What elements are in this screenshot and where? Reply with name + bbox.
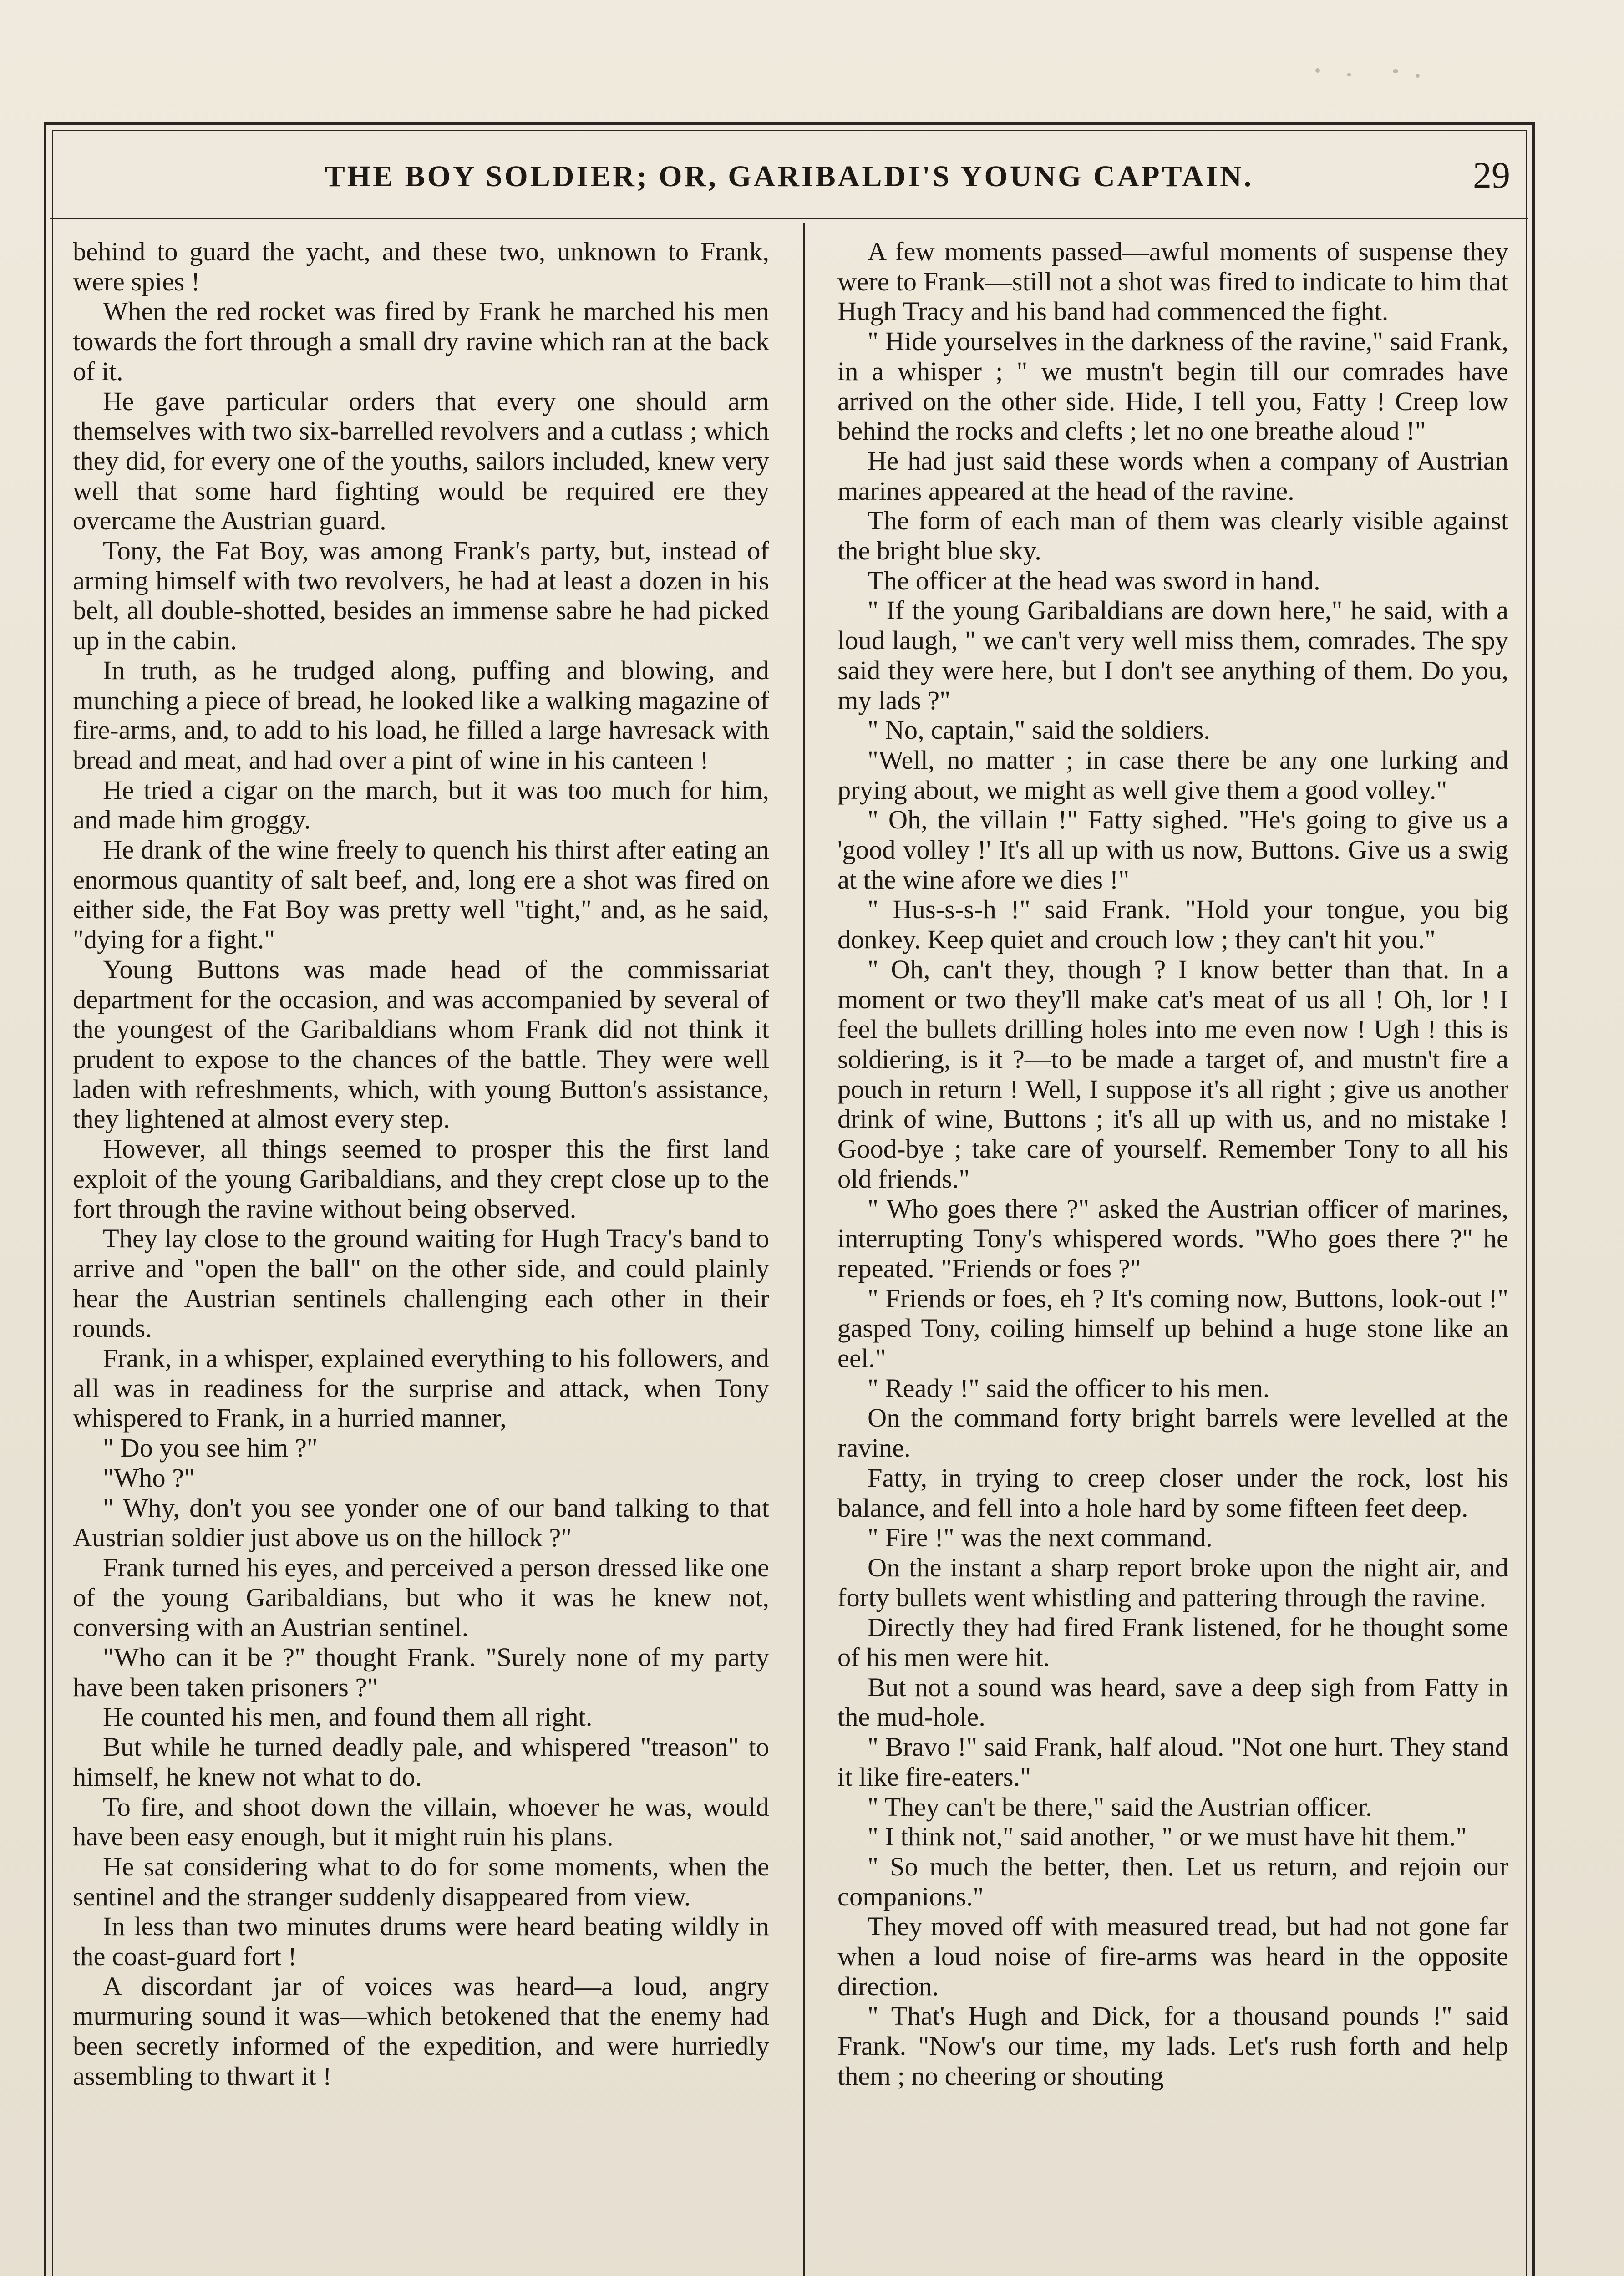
paragraph: He gave particular orders that every one should arm themselves with two six-barrelled revolvers and a cutlass ; which they did, for every one of the youths, sailors included, knew very well that some hard fighting would be required ere they overcame the Austrian guard. [73, 386, 769, 536]
paragraph: A few moments passed—awful moments of suspense they were to Frank—still not a shot was fired to indicate to him that Hugh Tracy and his band had commenced the fight. [837, 237, 1508, 326]
paragraph: " Hide yourselves in the darkness of the ravine," said Frank, in a whisper ; " we mustn't begin till our comrades have arrived on the other side. Hide, I tell you, Fatty ! Creep low behind the rocks and clefts ; let no one breathe aloud !" [837, 326, 1508, 446]
paragraph: He had just said these words when a company of Austrian marines appeared at the head of the ravine. [837, 446, 1508, 506]
paragraph: In less than two minutes drums were heard beating wildly in the coast-guard fort ! [73, 1911, 769, 1971]
paragraph: " That's Hugh and Dick, for a thousand pounds !" said Frank. "Now's our time, my lads. Let's rush forth and help them ; no cheering or shouting [837, 2001, 1508, 2091]
paragraph: " Bravo !" said Frank, half aloud. "Not one hurt. They stand it like fire-eaters." [837, 1732, 1508, 1792]
paragraph: He drank of the wine freely to quench his thirst after eating an enormous quantity of salt beef, and, long ere a shot was fired on either side, the Fat Boy was pretty well "tight," and, as he said, "dying for a fight." [73, 835, 769, 955]
paragraph: Young Buttons was made head of the commissariat department for the occasion, and was accompanied by several of the youngest of the Garibaldians whom Frank did not think it prudent to expose to the chances of the battle. They were well laden with refreshments, which, with young Button's assistance, they lightened at almost every step. [73, 954, 769, 1134]
paragraph: " Oh, the villain !" Fatty sighed. "He's going to give us a 'good volley !' It's all up with us now, Buttons. Give us a swig at the wine afore we dies !" [837, 805, 1508, 894]
paragraph: " Oh, can't they, though ? I know better than that. In a moment or two they'll make cat's meat of us all ! Oh, lor ! I feel the bullets drilling holes into me even now ! Ugh ! this is soldiering, is it ?—to be made a target of, and mustn't fire a pouch in return ! Well, I suppose it's all right ; give us another drink of wine, Buttons ; it's all up with us, and no mistake ! Good-bye ; take care of yourself. Remember Tony to all his old friends." [837, 954, 1508, 1194]
paragraph: Directly they had fired Frank listened, for he thought some of his men were hit. [837, 1612, 1508, 1672]
paragraph: He counted his men, and found them all right. [103, 1702, 593, 1732]
paragraph: "Well, no matter ; in case there be any one lurking and prying about, we might as well give them a good volley." [837, 745, 1508, 805]
paragraph: Frank turned his eyes, and perceived a person dressed like one of the young Garibaldians, but who it was he knew not, conversing with an Austrian sentinel. [73, 1552, 769, 1642]
paragraph: " Fire !" was the next command. [868, 1523, 1213, 1553]
running-title: THE BOY SOLDIER; OR, GARIBALDI'S YOUNG CAPTAIN. [325, 160, 1254, 193]
column-divider [803, 223, 805, 2276]
paragraph: " Why, don't you see yonder one of our band talking to that Austrian soldier just above us on the hillock ?" [73, 1493, 769, 1553]
paragraph: However, all things seemed to prosper this the first land exploit of the young Garibaldians, and they crept close up to the fort through the ravine without being observed. [73, 1134, 769, 1224]
paragraph: " Hus-s-s-h !" said Frank. "Hold your tongue, you big donkey. Keep quiet and crouch low ; they can't hit you." [837, 894, 1508, 955]
paragraph: When the red rocket was fired by Frank he marched his men towards the fort through a small dry ravine which ran at the back of it. [73, 296, 769, 386]
page-number: 29 [1473, 154, 1510, 196]
paragraph: " Do you see him ?" [103, 1433, 318, 1463]
paragraph: To fire, and shoot down the villain, whoever he was, would have been easy enough, but it might ruin his plans. [73, 1792, 769, 1852]
paragraph: The form of each man of them was clearly visible against the bright blue sky. [837, 506, 1508, 566]
paragraph: But not a sound was heard, save a deep sigh from Fatty in the mud-hole. [837, 1672, 1508, 1732]
paragraph: " They can't be there," said the Austrian officer. [868, 1792, 1372, 1822]
paragraph: He tried a cigar on the march, but it was too much for him, and made him groggy. [73, 775, 769, 835]
paragraph: On the instant a sharp report broke upon the night air, and forty bullets went whistling and pattering through the ravine. [837, 1552, 1508, 1612]
paragraph: They lay close to the ground waiting for Hugh Tracy's band to arrive and "open the ball" on the other side, and could plainly hear the Austrian sentinels challenging each other in their rounds. [73, 1224, 769, 1343]
paragraph: On the command forty bright barrels were levelled at the ravine. [837, 1403, 1508, 1463]
paragraph: A discordant jar of voices was heard—a loud, angry murmuring sound it was—which betokened that the enemy had been secretly informed of the expedition, and were hurriedly assembling to thwart it ! [73, 1971, 769, 2091]
header-rule [50, 218, 1528, 219]
paragraph: In truth, as he trudged along, puffing and blowing, and munching a piece of bread, he looked like a walking magazine of fire-arms, and, to add to his load, he filled a large havresack with bread and meat, and had over a pint of wine in his canteen ! [73, 655, 769, 775]
paragraph: " Ready !" said the officer to his men. [868, 1373, 1270, 1403]
paragraph: " So much the better, then. Let us return, and rejoin our companions." [837, 1851, 1508, 1911]
paragraph: "Who can it be ?" thought Frank. "Surely none of my party have been taken prisoners ?" [73, 1642, 769, 1702]
paragraph: " I think not," said another, " or we must have hit them." [868, 1822, 1467, 1852]
right-column [837, 237, 1508, 2276]
paragraph: Tony, the Fat Boy, was among Frank's party, but, instead of arming himself with two revolvers, he had at least a dozen in his belt, all double-shotted, besides an immense sabre he had picked up in the cabin. [73, 536, 769, 655]
paragraph: "Who ?" [103, 1463, 195, 1493]
paragraph: They moved off with measured tread, but had not gone far when a loud noise of fire-arms was heard in the opposite direction. [837, 1911, 1508, 2001]
left-column [73, 237, 769, 2276]
paragraph: " Who goes there ?" asked the Austrian officer of marines, interrupting Tony's whispered words. "Who goes there ?" he repeated. "Friends or foes ?" [837, 1194, 1508, 1283]
paragraph: But while he turned deadly pale, and whispered "treason" to himself, he knew not what to do. [73, 1732, 769, 1792]
paragraph: The officer at the head was sword in hand. [868, 565, 1320, 595]
paragraph: " No, captain," said the soldiers. [868, 715, 1210, 745]
paragraph: Frank, in a whisper, explained everything to his followers, and all was in readiness for the surprise and attack, when Tony whispered to Frank, in a hurried manner, [73, 1343, 769, 1433]
paragraph: Fatty, in trying to creep closer under the rock, lost his balance, and fell into a hole hard by some fifteen feet deep. [837, 1463, 1508, 1523]
paragraph: " Friends or foes, eh ? It's coming now, Buttons, look-out !" gasped Tony, coiling himself up behind a huge stone like an eel." [837, 1283, 1508, 1373]
page-header [50, 150, 1528, 214]
paragraph: He sat considering what to do for some moments, when the sentinel and the stranger suddenly disappeared from view. [73, 1851, 769, 1911]
paragraph: " If the young Garibaldians are down here," he said, with a loud laugh, " we can't very well miss them, comrades. The spy said they were here, but I don't see anything of them. Do you, my lads ?" [837, 595, 1508, 715]
paragraph: behind to guard the yacht, and these two, unknown to Frank, were spies ! [73, 237, 769, 296]
